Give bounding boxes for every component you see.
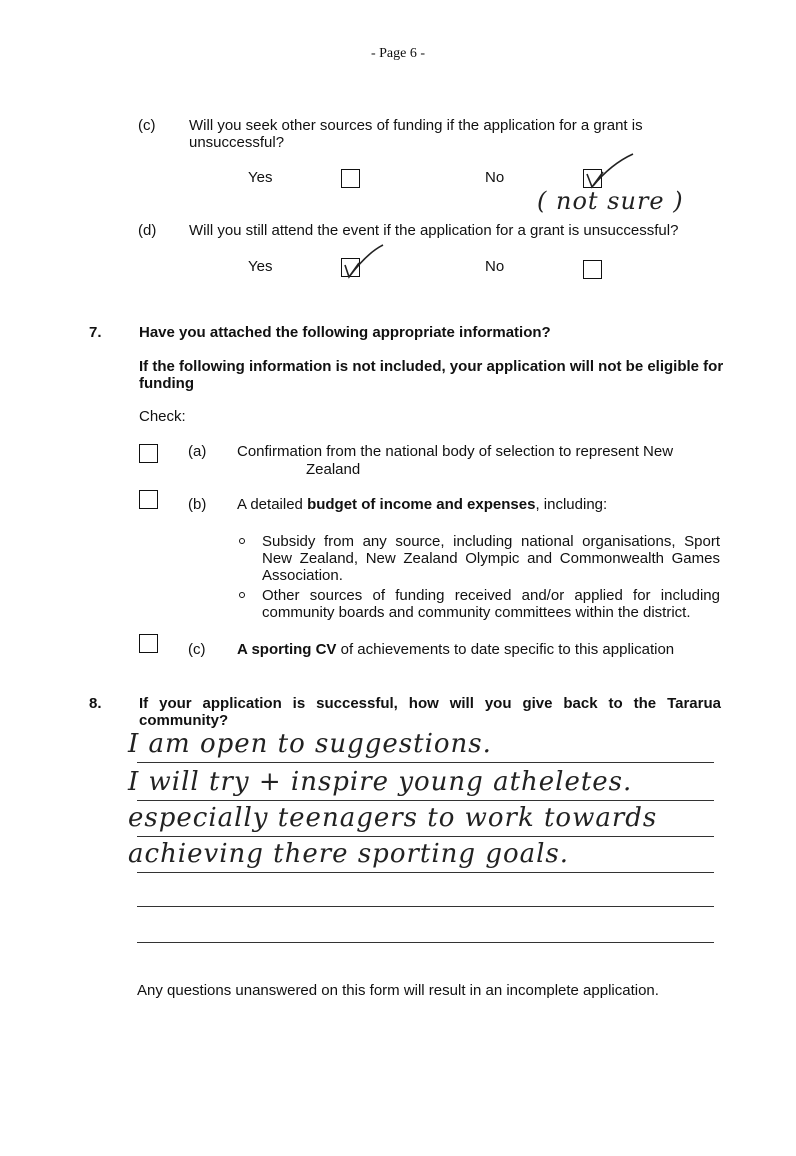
q7b-label: (b) <box>188 496 207 513</box>
q6d-no-checkbox[interactable] <box>583 260 602 279</box>
q6c-yes-label: Yes <box>248 169 273 186</box>
q7b-bold: budget of income and expenses <box>307 496 536 513</box>
checkmark-icon <box>339 243 399 283</box>
q6d-yes-checkbox[interactable] <box>341 258 360 277</box>
q7b-checkbox[interactable] <box>139 490 158 509</box>
q6d-label: (d) <box>138 222 157 239</box>
q7c-suffix: of achievements to date specific to this application <box>336 641 675 658</box>
q7a-label: (a) <box>188 443 207 460</box>
q7b-bullet-1: Subsidy from any source, including national organisations, Sport New Zealand, New Zealand Olympic and Commonwealth Games Association. <box>262 533 720 584</box>
bullet-icon <box>239 592 245 598</box>
q7b-suffix: , including: <box>535 496 608 513</box>
q7b-prefix: A detailed <box>237 496 308 513</box>
q7c-text <box>237 641 674 658</box>
q6c-handwritten-note: ( not sure ) <box>537 187 684 215</box>
q7a-checkbox[interactable] <box>139 444 158 463</box>
answer-line <box>137 836 714 837</box>
q6d-yes-label: Yes <box>248 258 273 275</box>
q7c-bold: A sporting CV <box>237 641 337 658</box>
q6d-question: Will you still attend the event if the application for a grant is unsuccessful? <box>189 222 679 239</box>
q8-answer-line-2: I will try + inspire young atheletes. <box>128 767 633 797</box>
q6c-no-label: No <box>485 169 505 186</box>
answer-line <box>137 906 714 907</box>
answer-line <box>137 872 714 873</box>
q7c-label: (c) <box>188 641 206 658</box>
q8-question: If your application is successful, how will you give back to the Tararua community? <box>139 695 721 729</box>
answer-line <box>137 942 714 943</box>
q8-answer-line-4: achieving there sporting goals. <box>128 839 570 869</box>
answer-line <box>137 800 714 801</box>
q7a-text-line2: Zealand <box>306 461 361 478</box>
q6c-yes-checkbox[interactable] <box>341 169 360 188</box>
q8-number: 8. <box>89 695 102 712</box>
q7-check-label: Check: <box>139 408 186 425</box>
page-number: - Page 6 - <box>370 46 426 61</box>
q8-answer-line-1: I am open to suggestions. <box>128 729 492 759</box>
answer-line <box>137 762 714 763</box>
q7-title: Have you attached the following appropriate information? <box>139 324 551 341</box>
q8-answer-line-3: especially teenagers to work towards <box>128 803 658 833</box>
q7-number: 7. <box>89 324 102 341</box>
bullet-icon <box>239 538 245 544</box>
footer-note: Any questions unanswered on this form will result in an incomplete application. <box>137 982 659 999</box>
q7a-text-line1: Confirmation from the national body of selection to represent New <box>237 443 674 460</box>
q7b-bullet-2: Other sources of funding received and/or applied for including community boards and community committees within the district. <box>262 587 720 621</box>
q6c-question: Will you seek other sources of funding if the application for a grant is unsuccessful? <box>189 117 643 151</box>
q7b-text <box>237 496 607 513</box>
q6c-no-checkbox[interactable] <box>583 169 602 188</box>
q7c-checkbox[interactable] <box>139 634 158 653</box>
q7-warning: If the following information is not included, your application will not be eligible for funding <box>139 358 724 392</box>
q6d-no-label: No <box>485 258 505 275</box>
q6c-label: (c) <box>138 117 156 134</box>
